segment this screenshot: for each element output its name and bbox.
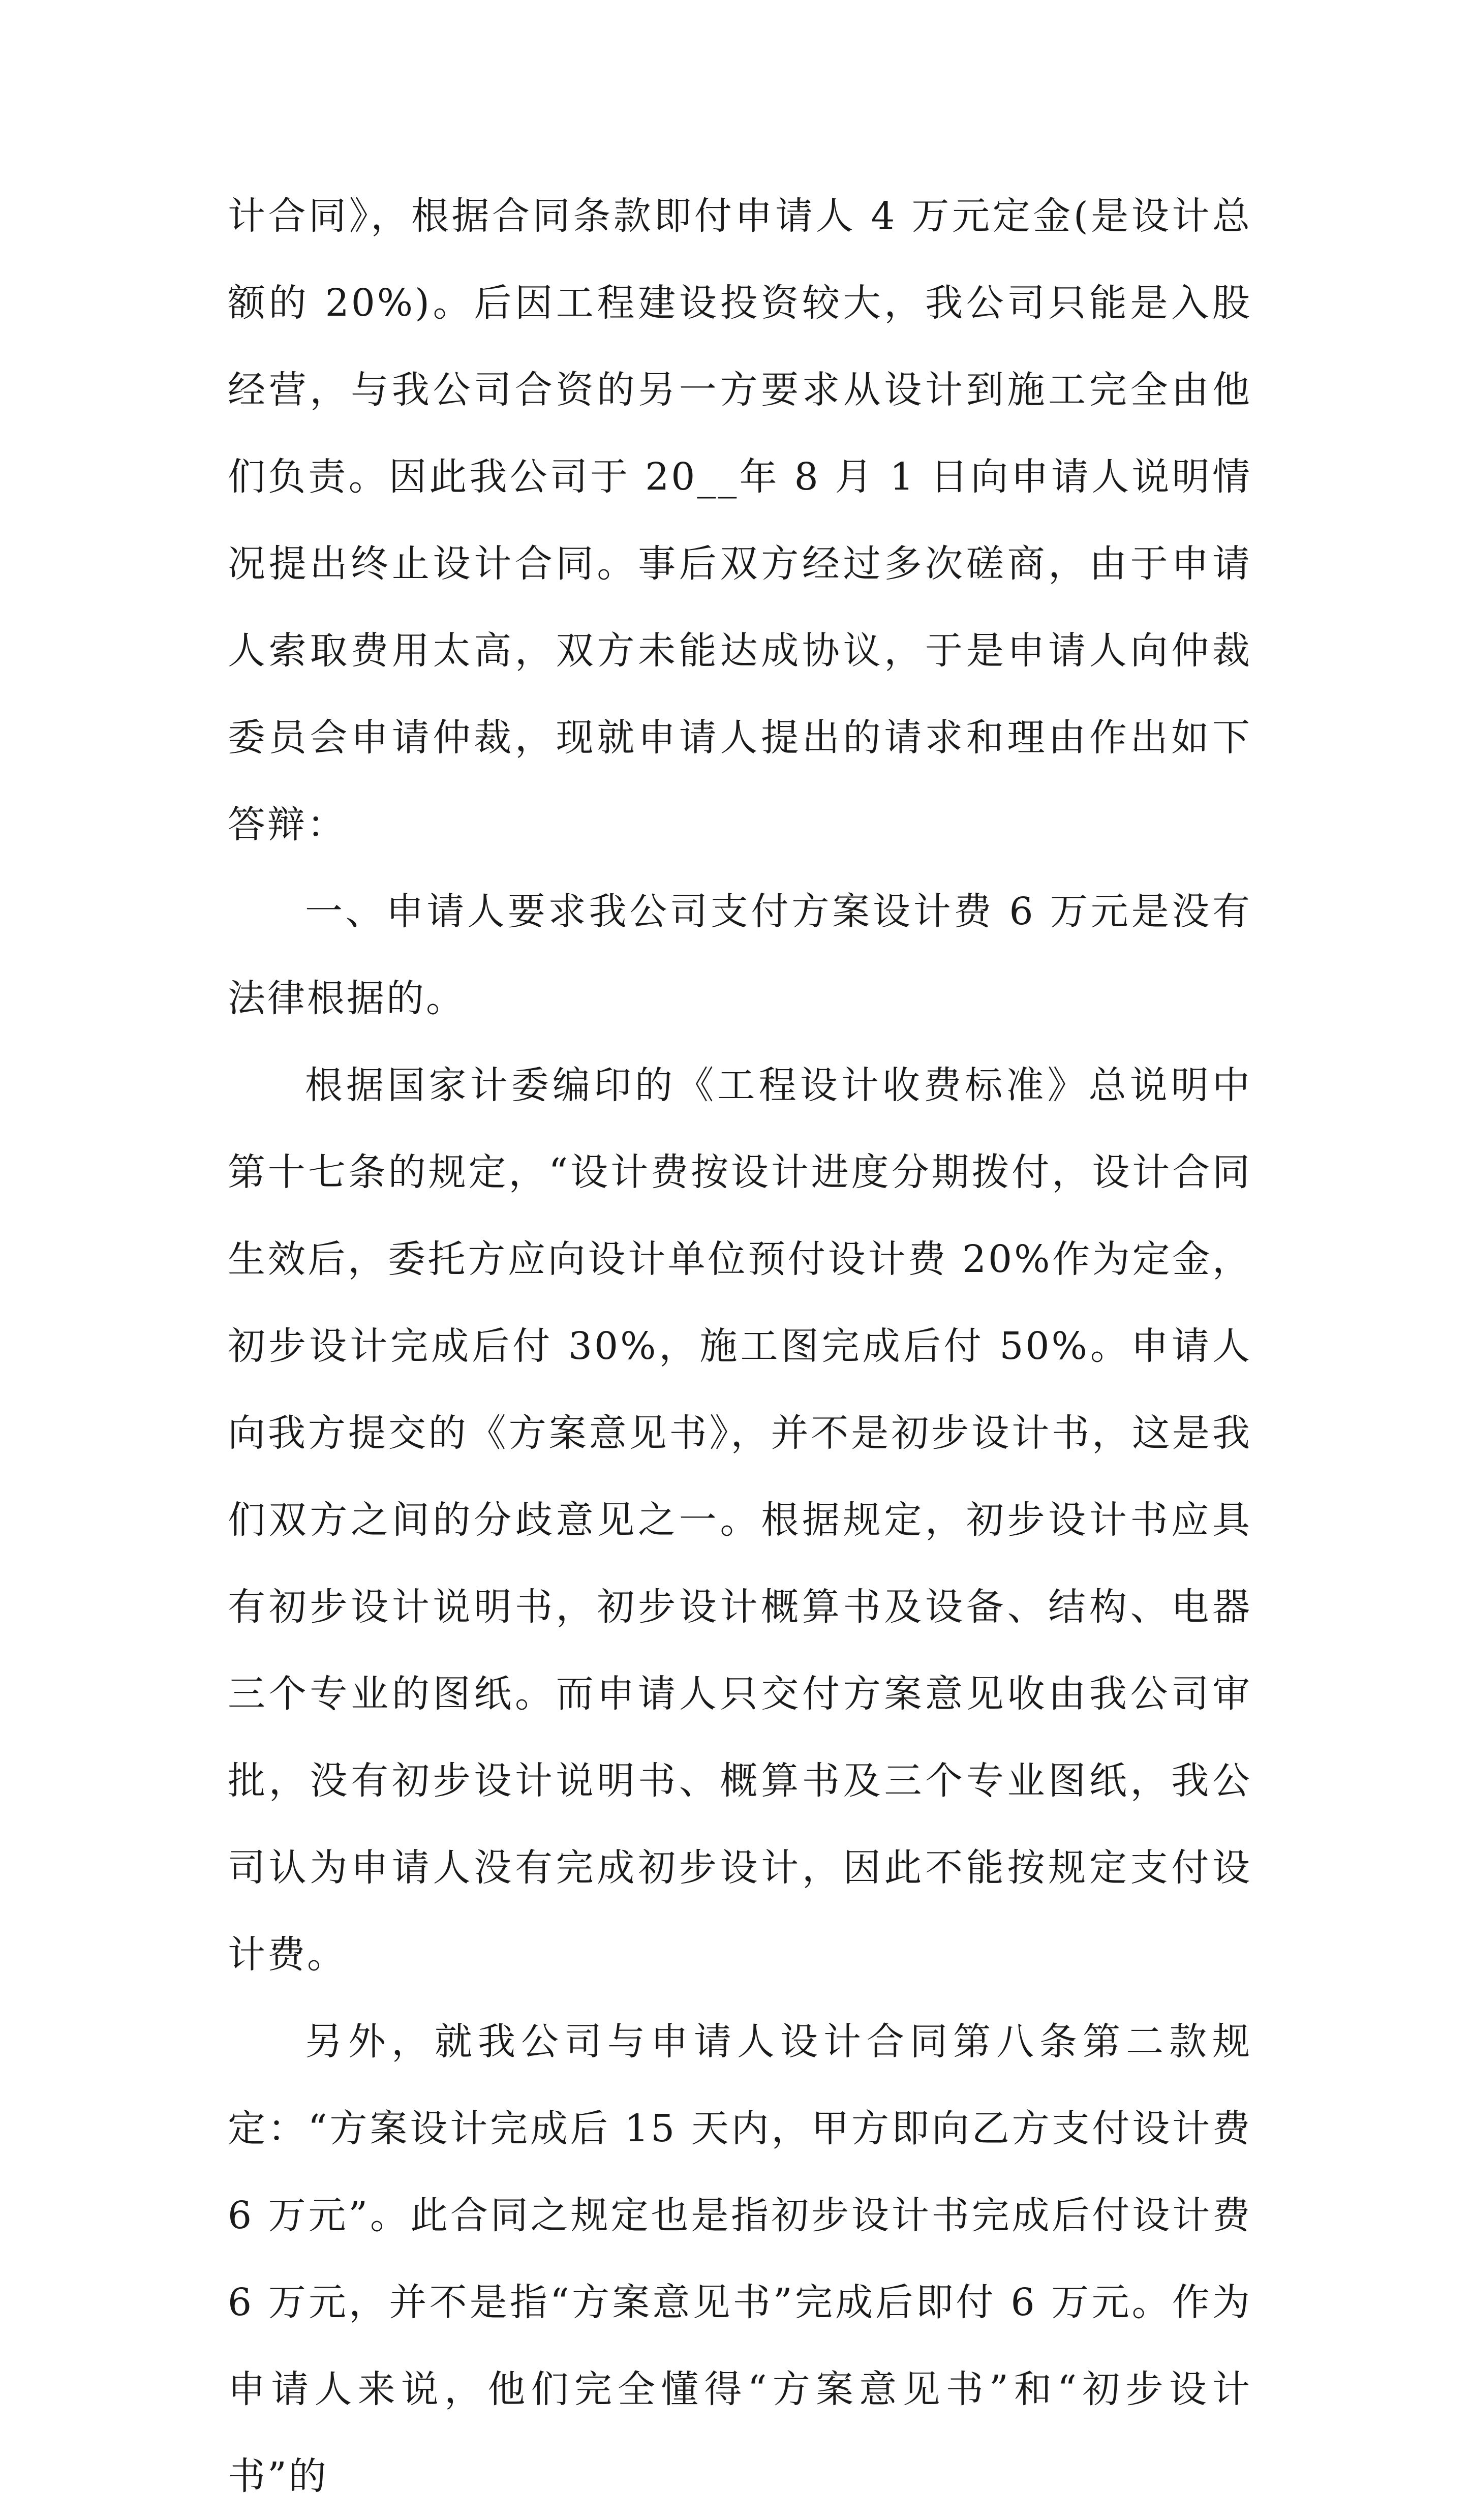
paragraph-3: 根据国家计委编印的《工程设计收费标准》总说明中第十七条的规定，“设计费按设计进度分期拨付，设计合同生效后，委托方应向设计单位预付设计费 20%作为定金，初步设计完成后付 30%，施工图完成后付 50%。申请人向我方提交的《方案意见书》，并不是初步设计书，这是我们双方之间的分歧意见之一。根据规定，初步设计书应具有初步设计说明书，初步设计概算书及设备、结构、电器三个专业的图纸。而申请人只交付方案意见收由我公司审批，没有初步设计说明书、概算书及三个专业图纸，我公司认为申请人没有完成初步设计，因此不能按规定支付设计费。 bbox=[228, 1064, 1252, 1977]
paragraph-4: 另外，就我公司与申请人设计合同第八条第二款规定：“方案设计完成后 15 天内，甲方即向乙方支付设计费 6 万元”。此合同之规定也是指初步设计书完成后付设计费 6 万元，并不是指“方案意见书”完成后即付 6 万元。作为申请人来说，他们完全懂得“方案意见书”和“初步设计书”的 bbox=[228, 2020, 1252, 2498]
document-page bbox=[228, 173, 1252, 2520]
paragraph-2: 一、申请人要求我公司支付方案设计费 6 万元是没有法律根据的。 bbox=[228, 890, 1252, 1020]
paragraph-1: 计合同》，根据合同条款即付申请人 4 万元定金(是设计总额的 20%)。后因工程建设投资较大，我公司只能是入股经营，与我公司合资的另一方要求从设计到施工完全由他们负责。因此我公司于 20__年 8 月 1 日向申请人说明情况提出终止设计合同。事后双方经过多次磋商，由于申请人索取费用太高，双方未能达成协议，于是申请人向仲裁委员会申请仲裁，现就申请人提出的请求和理由作出如下答辩： bbox=[228, 194, 1252, 846]
